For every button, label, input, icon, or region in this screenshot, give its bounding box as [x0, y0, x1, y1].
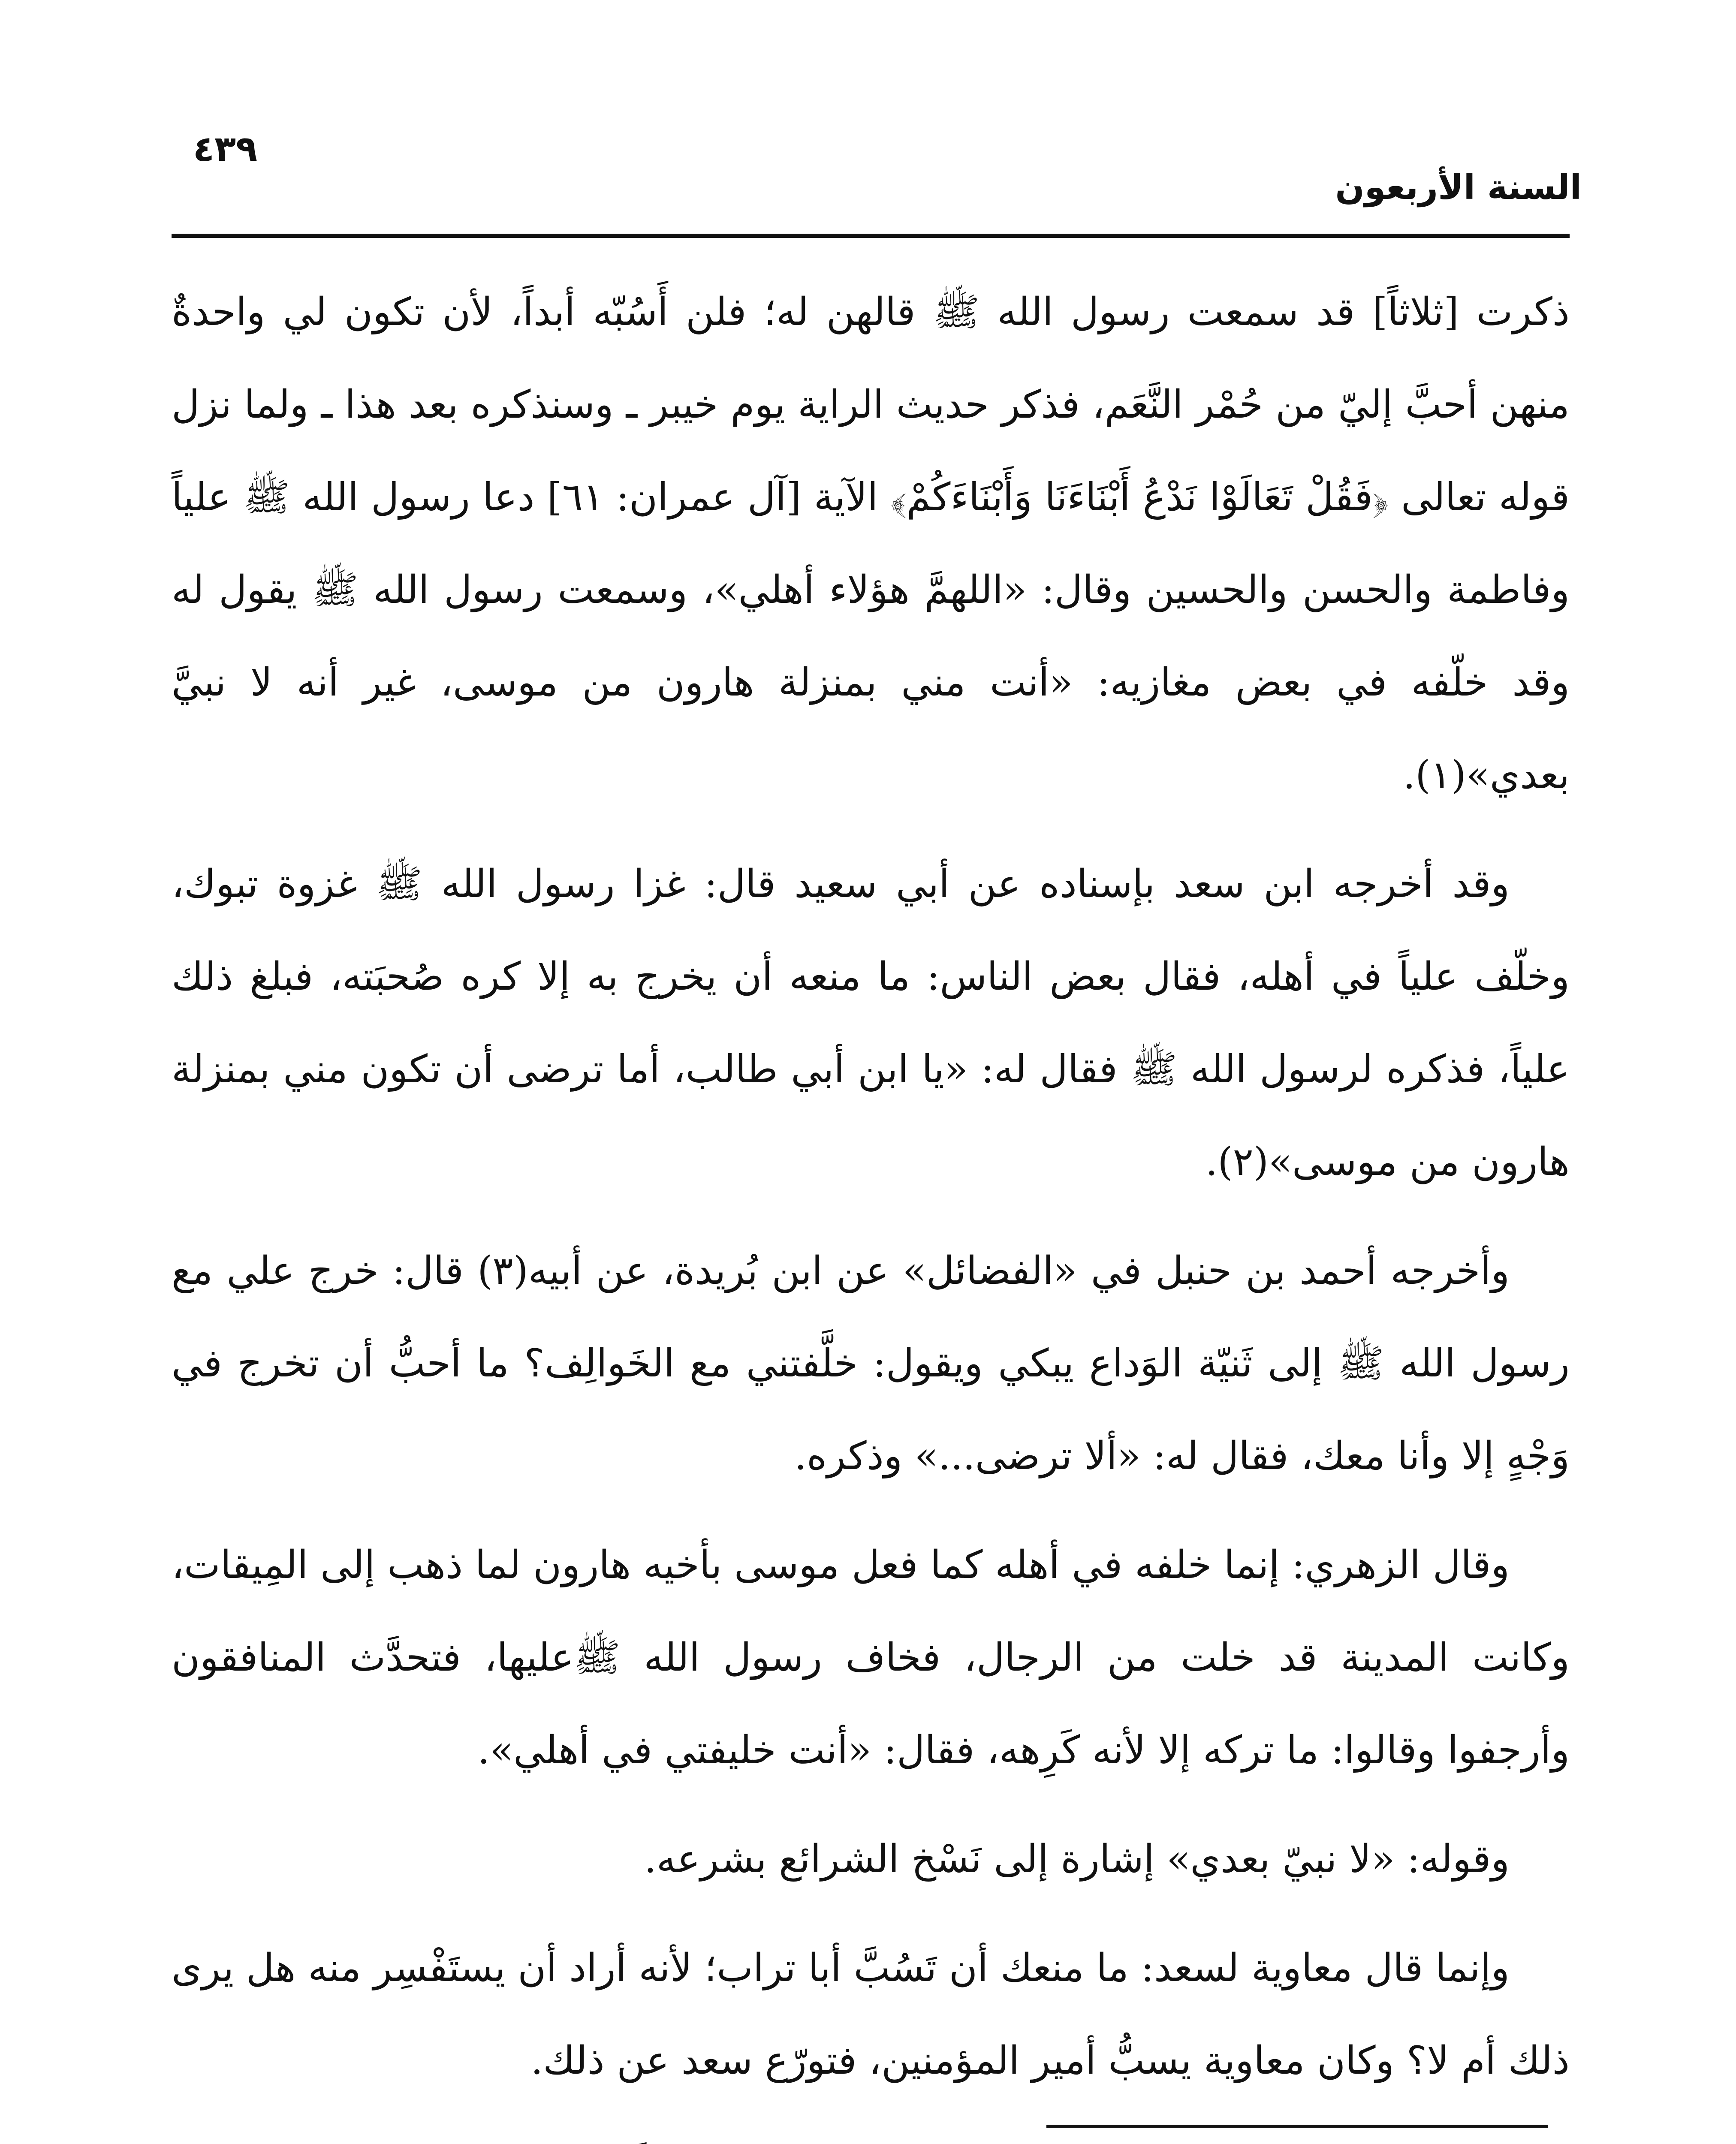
paragraph: وقد أخرجه ابن سعد بإسناده عن أبي سعيد قال: غزا رسول الله ﷺ غزوة تبوك، وخلّف علياً في أهله، فقال بعض الناس: ما منعه أن يخرج به إلا كره صُحبَته، فبلغ ذلك علياً، فذكره لرسول الله ﷺ فقال له: «يا ابن أبي طالب، أما ترضى أن تكون مني بمنزلة هارون من موسى»(٢). [172, 861, 1570, 1184]
header-rule [172, 234, 1570, 238]
paragraph: وقال الزهري: إنما خلفه في أهله كما فعل موسى بأخيه هارون لما ذهب إلى المِيقات، وكانت المدينة قد خلت من الرجال، فخاف رسول الله ﷺعليها، فتحدَّث المنافقون وأرجفوا وقالوا: ما تركه إلا لأنه كَرِهه، فقال: «أنت خليفتي في أهلي». [172, 1542, 1570, 1773]
paragraph: وأخرجه أحمد بن حنبل في «الفضائل» عن ابن بُريدة، عن أبيه(٣) قال: خرج علي مع رسول الله ﷺ إلى ثَنيّة الوَداع يبكي ويقول: خلَّفتني مع الخَوالِف؟ ما أحبُّ أن تخرج في وَجْهٍ إلا وأنا معك، فقال له: «ألا ترضى...» وذكره. [172, 1248, 1570, 1479]
body-text [172, 266, 1570, 2144]
paragraph: وإنما قال معاوية لسعد: ما منعك أن تَسُبَّ أبا تراب؛ لأنه أراد أن يستَفْسِر منه هل يرى ذلك أم لا؟ وكان معاوية يسبُّ أمير المؤمنين، فتورّع سعد عن ذلك. [172, 1945, 1570, 2083]
footnote-rule [1046, 2125, 1548, 2128]
paragraph: ذكرت [ثلاثاً] قد سمعت رسول الله ﷺ قالهن له؛ فلن أَسُبّه أبداً، لأن تكون لي واحدةٌ منهن أحبَّ إليّ من حُمْر النَّعَم، فذكر حديث الراية يوم خيبر ـ وسنذكره بعد هذا ـ ولما نزل قوله تعالى ﴿فَقُلْ تَعَالَوْا نَدْعُ أَبْنَاءَنَا وَأَبْنَاءَكُمْ﴾ الآية [آل عمران: ٦١] دعا رسول الله ﷺ علياً وفاطمة والحسن والحسين وقال: «اللهمَّ هؤلاء أهلي»، وسمعت رسول الله ﷺ يقول له وقد خلّفه في بعض مغازيه: «أنت مني بمنزلة هارون من موسى، غير أنه لا نبيَّ بعدي»(١). [172, 289, 1570, 798]
page-number: ٤٣٩ [193, 129, 258, 169]
paragraph: وقوله: «لا نبيّ بعدي» إشارة إلى نَسْخ الشرائع بشرعه. [644, 1837, 1510, 1882]
running-header: السنة الأربعون [1335, 167, 1582, 207]
